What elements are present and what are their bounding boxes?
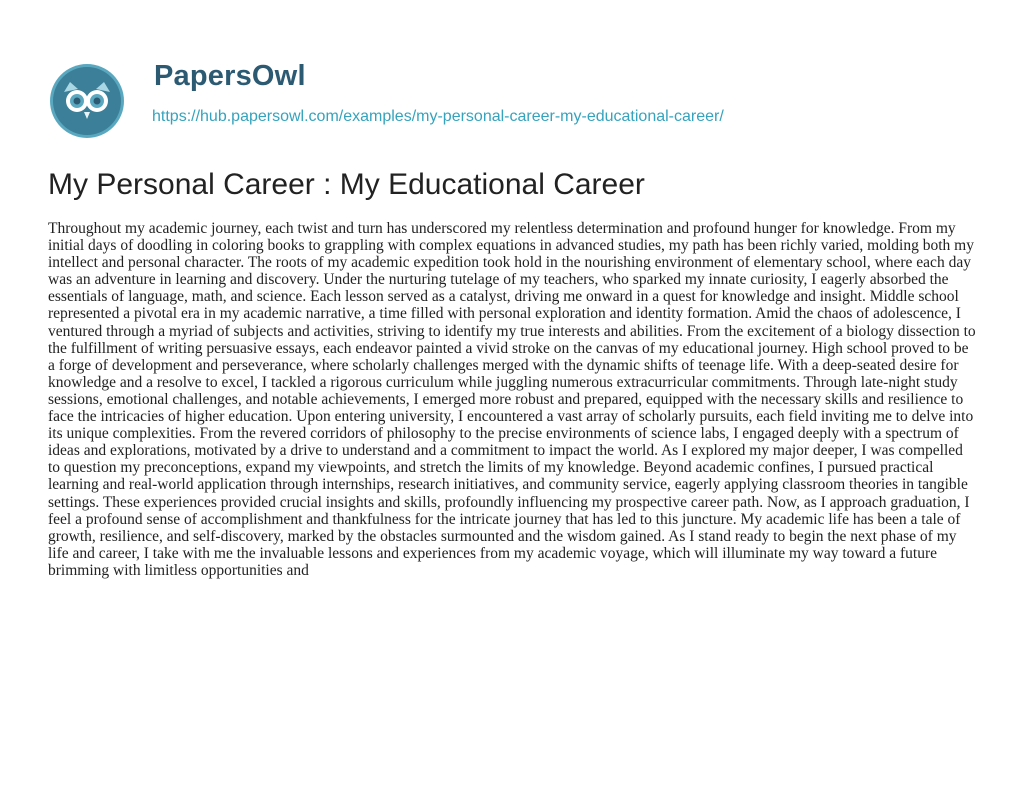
document-body: Throughout my academic journey, each twist and turn has underscored my relentless determination and profound hunger for knowledge. From my initial days of doodling in coloring books to grappling with complex equations in advanced studies, my path has been richly varied, molding both my intellect and personal character. The roots of my academic expedition took hold in the nourishing environment of elementary school, where each day was an adventure in learning and discovery. Under the nurturing tutelage of my teachers, who sparked my innate curiosity, I eagerly absorbed the essentials of language, math, and science. Each lesson served as a catalyst, driving me onward in a quest for knowledge and insight. Middle school represented a pivotal era in my academic narrative, a time filled with personal exploration and identity formation. Amid the chaos of adolescence, I ventured through a myriad of subjects and activities, striving to identify my true interests and abilities. From the excitement of a biology dissection to the fulfillment of writing persuasive essays, each endeavor painted a vivid stroke on the canvas of my educational journey. High school proved to be a forge of development and perseverance, where scholarly challenges merged with the dynamic shifts of teenage life. With a deep-seated desire for knowledge and a resolve to excel, I tackled a rigorous curriculum while juggling numerous extracurricular commitments. Through late-night study sessions, emotional challenges, and notable achievements, I emerged more robust and prepared, equipped with the necessary skills and resilience to face the intricacies of higher education. Upon entering university, I encountered a vast array of scholarly pursuits, each field inviting me to delve into its unique complexities. From the revered corridors of philosophy to the precise environments of science labs, I engaged deeply with a spectrum of ideas and explorations, motivated by a drive to understand and a commitment to impact the world. As I explored my major deeper, I was compelled to question my preconceptions, expand my viewpoints, and stretch the limits of my knowledge. Beyond academic confines, I pursued practical learning and real-world application through internships, research initiatives, and community service, eagerly applying classroom theories in tangible settings. These experiences provided crucial insights and skills, profoundly influencing my prospective career path. Now, as I approach graduation, I feel a profound sense of accomplishment and thankfulness for the intricate journey that has led to this juncture. My academic life has been a tale of growth, resilience, and self-discovery, marked by the obstacles surmounted and the wisdom gained. As I stand ready to begin the next phase of my life and career, I take with me the invaluable lessons and experiences from my academic voyage, which will illuminate my way toward a future brimming with limitless opportunities and [48,220,976,579]
brand-name: PapersOwl [154,60,306,92]
owl-logo-icon [48,62,126,140]
site-header [48,62,988,132]
source-url-link[interactable]: https://hub.papersowl.com/examples/my-personal-career-my-educational-career/ [152,108,724,125]
document-title: My Personal Career : My Educational Career [48,168,645,201]
